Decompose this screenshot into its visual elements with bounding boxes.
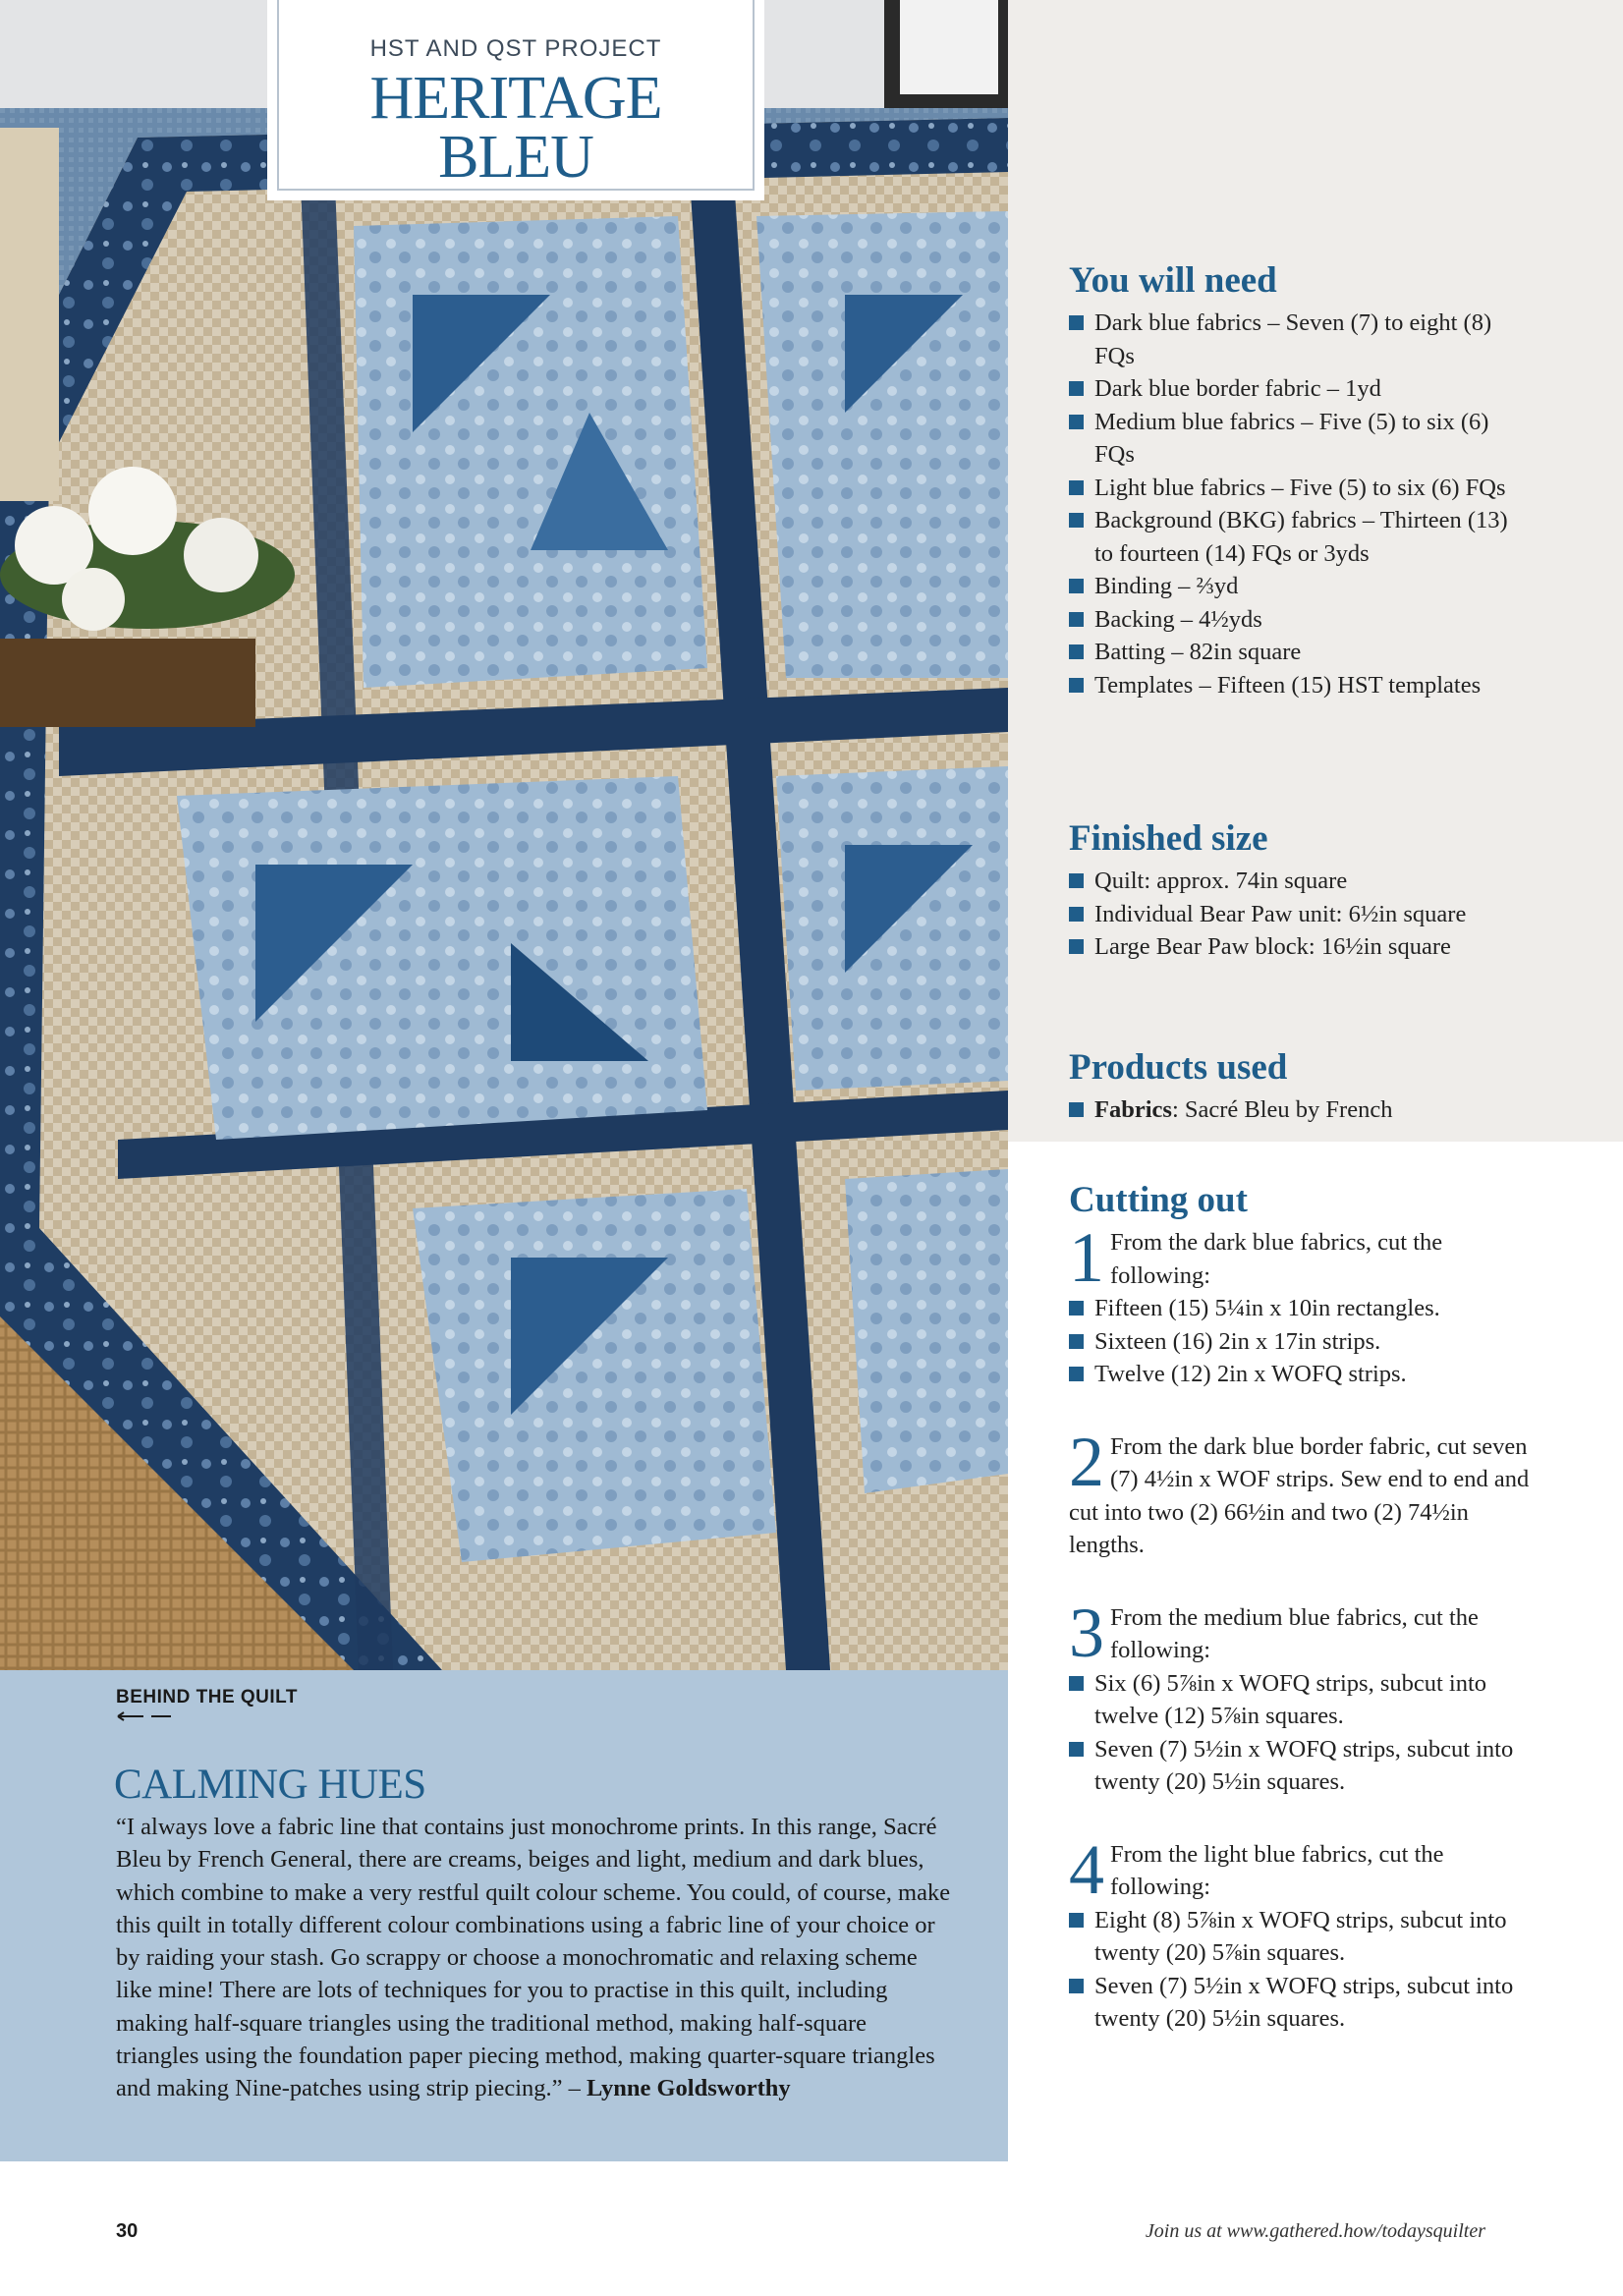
products-used-list: [1069, 1093, 1531, 1127]
list-item: Dark blue fabrics – Seven (7) to eight (8) FQs: [1069, 307, 1531, 372]
title-box: [267, 0, 764, 200]
list-item: Binding – ⅔yd: [1069, 570, 1531, 603]
you-will-need-heading: You will need: [1069, 260, 1277, 301]
list-item: Six (6) 5⅞in x WOFQ strips, subcut into twelve (12) 5⅞in squares.: [1069, 1667, 1531, 1733]
project-kicker: HST AND QST PROJECT: [369, 35, 662, 62]
list-item: Batting – 82in square: [1069, 636, 1531, 669]
step-number: 2: [1069, 1422, 1104, 1501]
list-item: Seven (7) 5½in x WOFQ strips, subcut into twenty (20) 5½in squares.: [1069, 1733, 1531, 1799]
list-item: Templates – Fifteen (15) HST templates: [1069, 669, 1531, 702]
page-title-line-2: BLEU: [438, 124, 593, 191]
step-intro: From the medium blue fabrics, cut the following:: [1110, 1603, 1479, 1663]
cutting-out-section: [1069, 1181, 1531, 2036]
finished-size-section: [1069, 819, 1531, 964]
list-item: Backing – 4½yds: [1069, 603, 1531, 637]
cutting-step-4: [1069, 1829, 1531, 2036]
finished-size-heading: Finished size: [1069, 818, 1268, 859]
products-used-section: [1069, 1048, 1531, 1127]
step-number: 1: [1069, 1218, 1104, 1297]
list-item: Seven (7) 5½in x WOFQ strips, subcut into twenty (20) 5½in squares.: [1069, 1970, 1531, 2036]
list-item: [1069, 1093, 1531, 1127]
list-item: Eight (8) 5⅞in x WOFQ strips, subcut into twenty (20) 5⅞in squares.: [1069, 1904, 1531, 1970]
author-name: Lynne Goldsworthy: [587, 2075, 791, 2102]
arrow-left-icon: [116, 1709, 173, 1723]
footer-link[interactable]: Join us at www.gathered.how/todaysquilter: [1145, 2220, 1485, 2242]
list-item: Individual Bear Paw unit: 6½in square: [1069, 898, 1531, 931]
step-list: [1069, 1904, 1531, 2036]
behind-the-quilt-title: CALMING HUES: [114, 1762, 426, 1808]
body-text: “I always love a fabric line that contains just monochrome prints. In this range, Sacré Bleu by French General, there are creams, beiges and light, medium and dark blues, which combine to make a very restful quilt colour scheme. You could, of course, make this quilt in totally different colour combinations using a fabric line of your choice or by raiding your stash. Go scrappy or choose a monochromatic and relaxing scheme like mine! There are lots of techniques for you to practise in this quilt, including making half-square triangles using the traditional method, making half-square triangles using the foundation paper piecing method, making quarter-square triangles and making Nine-patches using strip piecing.” –: [116, 1814, 951, 2102]
you-will-need-list: [1069, 307, 1531, 701]
behind-the-quilt-body: [116, 1811, 951, 2105]
quilt-photo-art: [0, 0, 1008, 1670]
list-item: Fifteen (15) 5¼in x 10in rectangles.: [1069, 1292, 1531, 1325]
products-used-heading: Products used: [1069, 1047, 1288, 1088]
products-text: : Sacré Bleu by French: [1171, 1096, 1393, 1123]
step-intro: From the dark blue fabrics, cut the following:: [1110, 1229, 1443, 1289]
step-list: [1069, 1667, 1531, 1799]
list-item: Large Bear Paw block: 16½in square: [1069, 930, 1531, 964]
list-item: Quilt: approx. 74in square: [1069, 865, 1531, 898]
cutting-out-heading: Cutting out: [1069, 1180, 1248, 1220]
step-number: 3: [1069, 1593, 1104, 1672]
cutting-step-1: [1069, 1218, 1531, 1391]
step-list: [1069, 1292, 1531, 1391]
list-item: Dark blue border fabric – 1yd: [1069, 372, 1531, 406]
step-number: 4: [1069, 1829, 1104, 1909]
finished-size-list: [1069, 865, 1531, 964]
you-will-need-section: [1069, 261, 1531, 701]
products-label: Fabrics: [1094, 1096, 1172, 1123]
page-number: 30: [116, 2220, 139, 2242]
cutting-step-2: [1069, 1422, 1531, 1562]
quilt-photo: [0, 0, 1008, 1670]
list-item: Background (BKG) fabrics – Thirteen (13) to fourteen (14) FQs or 3yds: [1069, 504, 1531, 570]
behind-the-quilt-label: BEHIND THE QUILT: [116, 1687, 298, 1708]
list-item: Twelve (12) 2in x WOFQ strips.: [1069, 1358, 1531, 1391]
title-frame: [277, 0, 755, 191]
step-intro: From the dark blue border fabric, cut seven (7) 4½in x WOF strips. Sew end to end and cut into two (2) 66½in and two (2) 74½in lengths.: [1069, 1432, 1530, 1558]
cutting-step-3: [1069, 1593, 1531, 1799]
list-item: Sixteen (16) 2in x 17in strips.: [1069, 1325, 1531, 1359]
page-title-line-1: HERITAGE: [369, 65, 662, 132]
list-item: Light blue fabrics – Five (5) to six (6) FQs: [1069, 472, 1531, 505]
step-intro: From the light blue fabrics, cut the following:: [1110, 1840, 1444, 1900]
list-item: Medium blue fabrics – Five (5) to six (6) FQs: [1069, 406, 1531, 472]
